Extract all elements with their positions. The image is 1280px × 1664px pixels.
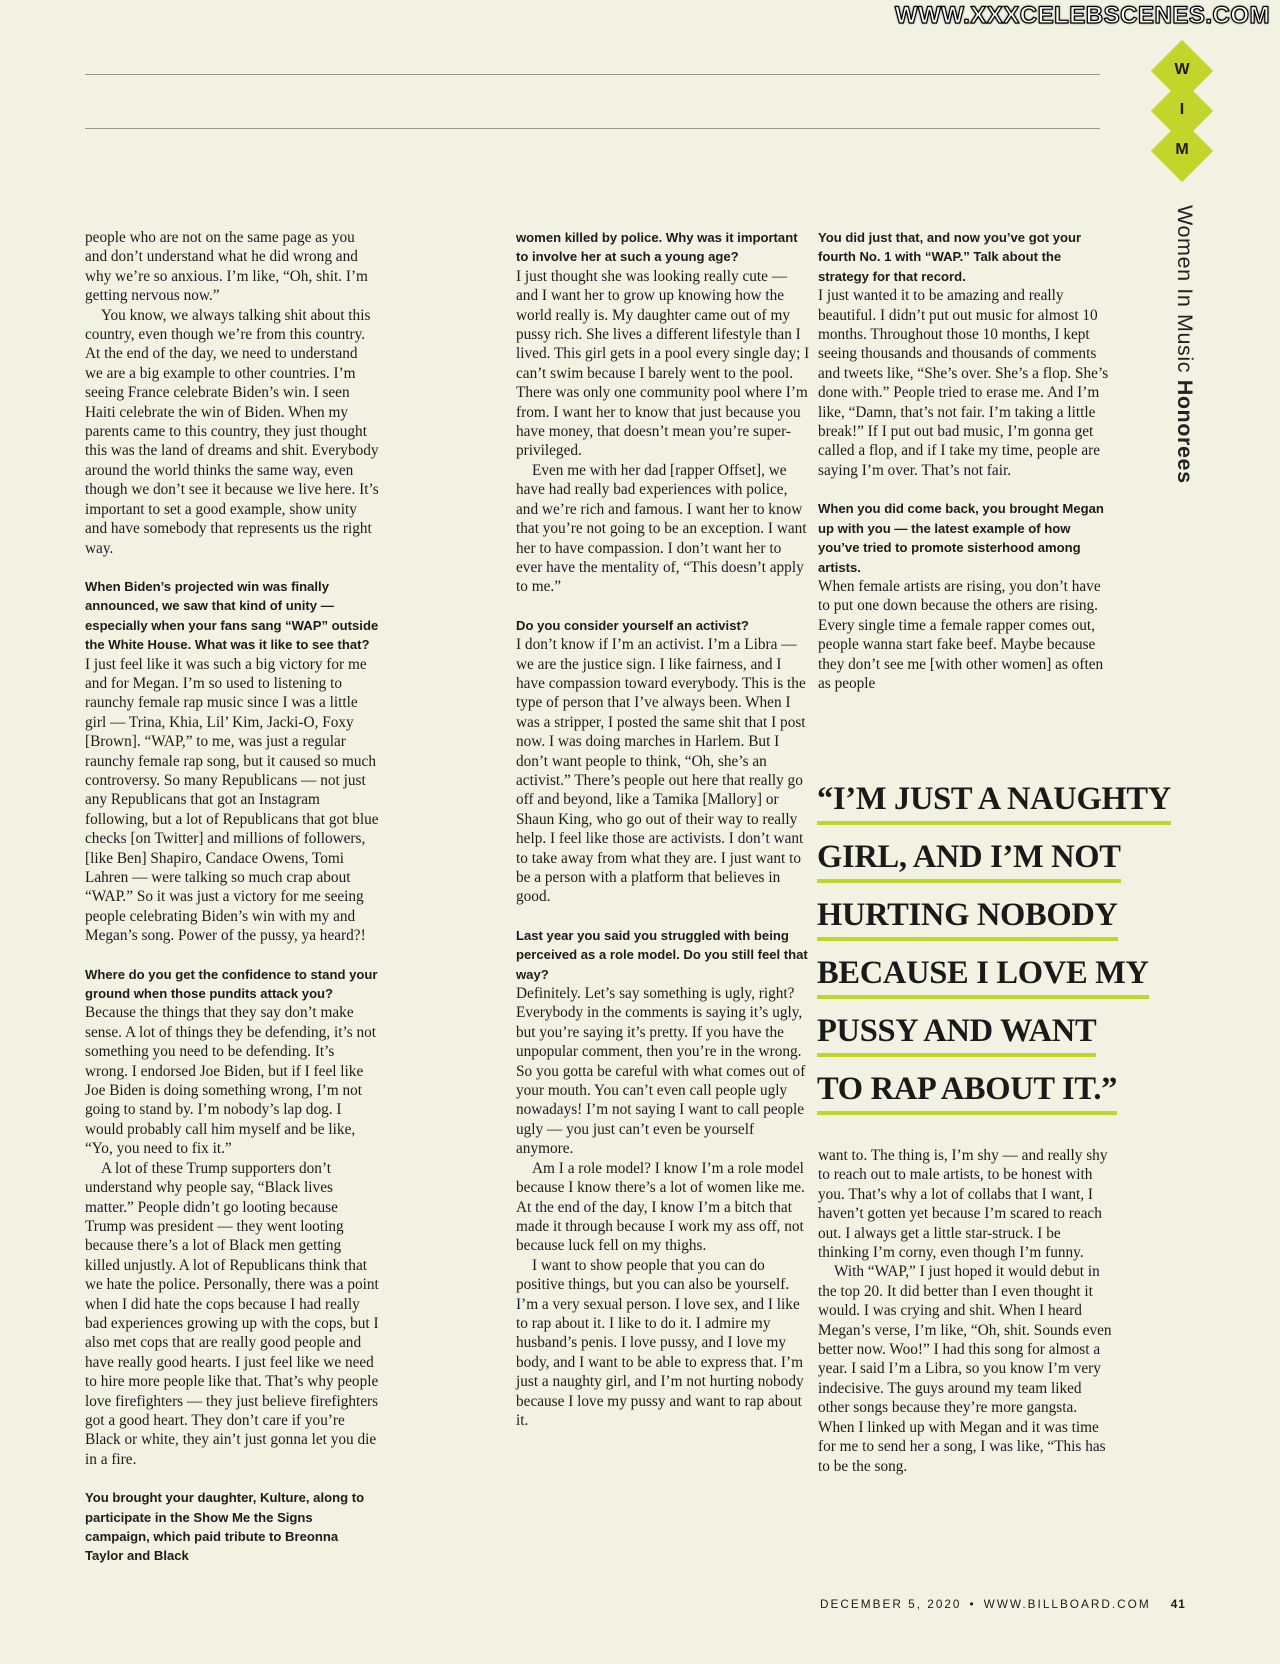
badge-letter-m: M <box>1175 141 1189 158</box>
page-footer <box>820 1597 1200 1611</box>
page-number: 41 <box>1170 1597 1186 1611</box>
section-label-bold: Honorees <box>1173 379 1197 484</box>
body-paragraph: Because the things that they say don’t make sense. A lot of things they be defending, it’s not something you need to be defending. It’s wrong. I endorsed Joe Biden, but if I feel like Joe Biden is doing something wrong, I’m not going to stand by. I’m nobody’s lap dog. I would probably call him myself and be like, “Yo, you need to fix it.” <box>85 1004 377 1158</box>
body-paragraph: When female artists are rising, you don’t have to put one down because the others are rising. Every single time a female rapper comes out, people wanna start fake beef. Maybe because they don’t see me [with other women] as often as people <box>818 577 1104 692</box>
body-paragraph: You know, we always talking shit about this country, even though we’re from this country. At the end of the day, we need to understand we are a big example to other countries. I’m seeing France celebrate Biden’s win. I seen Haiti celebrate the win of Biden. When my parents came to this country, they just thought this was the land of dreams and shit. Everybody around the world thinks the same way, even though we don’t see it because we live here. It’s important to set a good example, show unity and have somebody that represents us the right way. <box>85 306 379 557</box>
interview-question: When you did come back, you brought Megan up with you — the latest example of how you’ve tried to promote sisterhood among artists. <box>818 501 1104 575</box>
pull-quote-line: “I’M JUST A NAUGHTY <box>817 775 1171 825</box>
pull-quote-line: GIRL, AND I’M NOT <box>817 833 1121 883</box>
interview-question: Where do you get the confidence to stand your ground when those pundits attack you? <box>85 966 378 1002</box>
badge-letter-w: W <box>1174 61 1190 78</box>
body-paragraph: Even me with her dad [rapper Offset], we have had really bad experiences with police, and we’re rich and famous. I want her to know that you’re not going to be an exception. I want her to have compassion. I don’t want her to ever have the mentality of, “This doesn’t apply to me.” <box>516 461 807 596</box>
article-column-2 <box>516 228 810 1430</box>
interview-question: When Biden’s projected win was finally announced, we saw that kind of unity — especially when your fans sang “WAP” outside the White House. What was it like to see that? <box>85 578 379 653</box>
interview-question: Do you consider yourself an activist? <box>516 617 749 633</box>
header-rule-top <box>85 74 1100 75</box>
body-paragraph: With “WAP,” I just hoped it would debut in the top 20. It did better than I even thought it would. I was crying and shit. When I heard Megan’s verse, I’m like, “Oh, shit. Sounds even better now. Woo!” I had this song for almost a year. I said I’m a Libra, so you know I’m very indecisive. The guys around my team liked other songs because they’re more gangsta. When I linked up with Megan and it was time for me to send her a song, I was like, “This has to be the song. <box>818 1263 1112 1475</box>
body-paragraph: I just thought she was looking really cute — and I want her to grow up knowing how the world really is. My daughter came out of my pussy rich. She lives a different lifestyle than I lived. This girl gets in a pool every single day; I can’t swim because I barely went to the pool. There was only one community pool where I’m from. I want her to know that just because you have money, that doesn’t mean you’re super-privileged. <box>516 267 810 460</box>
interview-question: You brought your daughter, Kulture, along to participate in the Show Me the Signs campaign, which paid tribute to Breonna Taylor and Black <box>85 1490 365 1564</box>
badge-letter-i: I <box>1179 101 1185 118</box>
body-paragraph: A lot of these Trump supporters don’t understand why people say, “Black lives matter.” People didn’t go looting because Trump was president — they went looting because there’s a lot of Black men getting killed unjustly. A lot of Republicans think that we hate the police. Personally, there was a point when I did hate the cops because I had really bad experiences growing up with the cops, but I also met cops that are really good people and have really good hearts. I just feel like we need to hire more people like that. That’s why people love firefighters — they just believe firefighters got a good heart. They don’t care if you’re Black or white, they ain’t just gonna let you die in a fire. <box>85 1159 379 1468</box>
wim-badge <box>1150 49 1214 213</box>
pull-quote-line: BECAUSE I LOVE MY <box>817 949 1149 999</box>
watermark: WWW.XXXCELEBSCENES.COM <box>894 2 1270 29</box>
body-paragraph: I just feel like it was such a big victory for me and for Megan. I’m so used to listening to raunchy female rap music since I was a little girl — Trina, Khia, Lil’ Kim, Jacki-O, Foxy [Brown]. “WAP,” to me, was just a regular raunchy female rap song, but it caused so much controversy. So many Republicans — not just any Republicans that got an Instagram following, but a lot of Republicans that got blue checks [on Twitter] and millions of followers, [like Ben] Shapiro, Candace Owens, Tomi Lahren — were talking so much crap about “WAP.” So it was just a victory for me seeing people celebrating Biden’s win with my and Megan’s song. Power of the pussy, ya heard?! <box>85 655 379 945</box>
pull-quote-line: PUSSY AND WANT <box>817 1007 1096 1057</box>
footer-separator: • <box>969 1597 976 1611</box>
body-paragraph: I don’t know if I’m an activist. I’m a Libra — we are the justice sign. I like fairness, and I have compassion toward everybody. This is the type of person that I’ve always been. When I was a stripper, I posted the same shit that I post now. I was doing marches in Harlem. But I don’t want people to think, “Oh, she’s an activist.” There’s people out here that really go off and beyond, like a Tamika [Mallory] or Shaun King, who go out of their way to really help. I feel like those are activists. I don’t want to take away from what they are. I just want to be a person with a platform that believes in good. <box>516 636 806 906</box>
body-paragraph: Am I a role model? I know I’m a role model because I know there’s a lot of women like me. At the end of the day, I know I’m a bitch that made it through because I work my ass off, not because luck fell on my thighs. <box>516 1159 805 1255</box>
footer-site: WWW.BILLBOARD.COM <box>983 1597 1151 1611</box>
section-label <box>1172 205 1197 484</box>
interview-question: Last year you said you struggled with being perceived as a role model. Do you still feel that way? <box>516 927 808 982</box>
body-paragraph: want to. The thing is, I’m shy — and really shy to reach out to male artists, to be honest with you. That’s why a lot of collabs that I want, I haven’t gotten yet because I’m scared to reach out. I always get a little star-struck. I be thinking I’m corny, even though I’m funny. <box>818 1147 1108 1262</box>
pull-quote-line: TO RAP ABOUT IT.” <box>817 1065 1117 1115</box>
body-paragraph: people who are not on the same page as you and don’t understand what he did wrong and why we’re so anxious. I’m like, “Oh, shit. I’m getting nervous now.” <box>85 229 368 305</box>
pull-quote-line: HURTING NOBODY <box>817 891 1118 941</box>
body-paragraph: I just wanted it to be amazing and really beautiful. I didn’t put out music for almost 10 months. Throughout those 10 months, I kept seeing thousands and thousands of comments and tweets like, “She’s over. She’s a flop. She’s done with.” People tried to erase me. And I’m like, “Damn, that’s not fair. I’m taking a little break!” If I put out bad music, I’m gonna get called a flop, and if I take my time, people are saying I’m over. That’s not fair. <box>818 287 1109 479</box>
article-column-3 <box>818 228 1112 693</box>
pull-quote <box>817 775 1171 1115</box>
section-label-regular: Women In Music <box>1173 205 1197 380</box>
body-paragraph: Definitely. Let’s say something is ugly, right? Everybody in the comments is saying it’s ugly, but you’re saying it’s pretty. If you have the unpopular comment, then you’re in the wrong. So you gotta be careful with what comes out of your mouth. You can’t even call people ugly nowadays! I’m not saying I want to call people ugly — you just can’t even be yourself anymore. <box>516 985 806 1158</box>
header-rule-bottom <box>85 128 1100 129</box>
interview-question: You did just that, and now you’ve got your fourth No. 1 with “WAP.” Talk about the strategy for that record. <box>818 230 1082 284</box>
interview-question: women killed by police. Why was it important to involve her at such a young age? <box>516 230 798 265</box>
article-column-4 <box>818 1146 1112 1476</box>
footer-date: DECEMBER 5, 2020 <box>820 1597 962 1611</box>
article-column-1 <box>85 228 379 1566</box>
body-paragraph: I want to show people that you can do positive things, but you can also be yourself. I’m a very sexual person. I love sex, and I like to rap about it. I like to do it. I admire my husband’s penis. I love pussy, and I love my body, and I want to be able to express that. I’m just a naughty girl, and I’m not hurting nobody because I love my pussy and want to rap about it. <box>516 1256 804 1429</box>
